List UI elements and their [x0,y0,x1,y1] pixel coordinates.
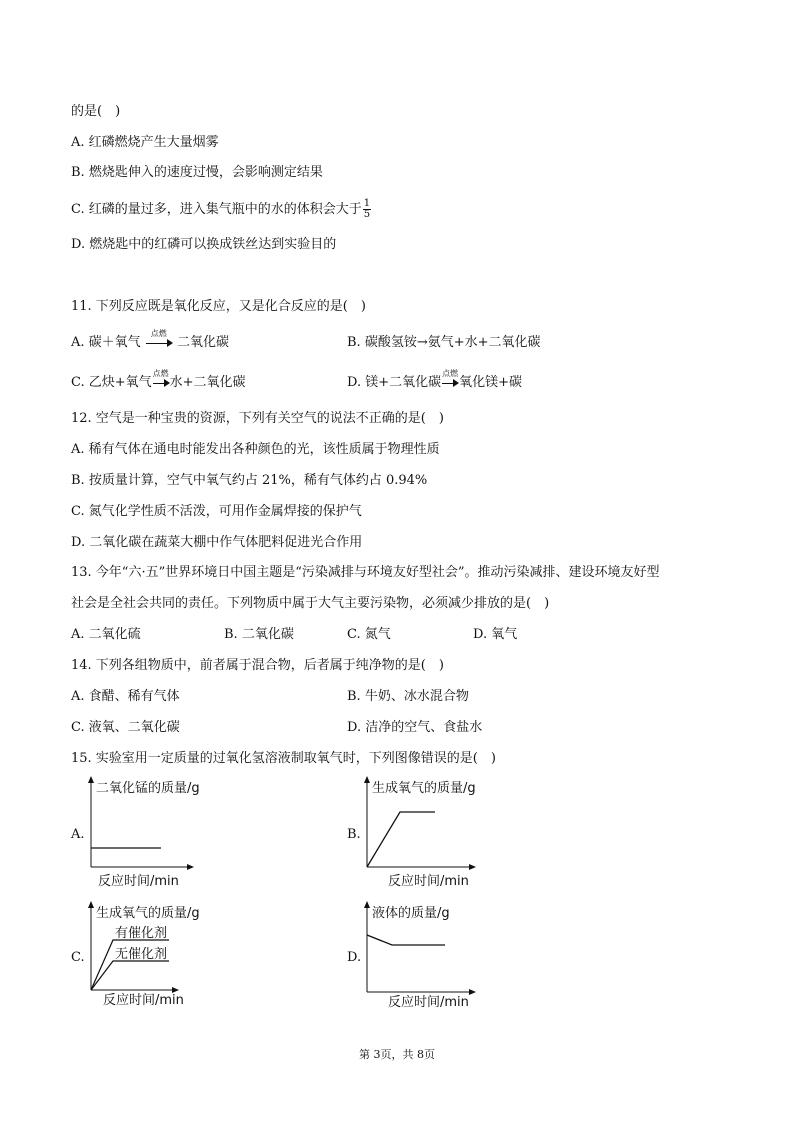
fraction-denominator: 5 [363,209,371,220]
q10-option-a: A. 红磷燃烧产生大量烟雾 [71,135,219,150]
graph-b-label: B. [347,827,361,842]
reaction-arrow [145,328,173,350]
graph-a-xlabel: 反应时间/min [98,874,179,889]
q11-option-c [71,368,246,392]
q12-option-c: C. 氮气化学性质不活泼，可用作金属焊接的保护气 [71,504,362,519]
reaction-condition: 点燃 [442,368,459,378]
graph-c-ylabel: 生成氧气的质量/g [96,906,200,921]
q11-d-products: 氧化镁+碳 [459,375,523,390]
y-axis-arrow-icon [88,901,94,908]
q11-c-products: 水+二氧化碳 [169,375,246,390]
q14-option-c: C. 液氧、二氧化碳 [71,720,180,735]
graph-d-curve [367,935,445,945]
graph-d-xlabel: 反应时间/min [388,995,469,1010]
q11-a-reactants: A. 碳＋氧气 [71,335,141,350]
x-axis-arrow-icon [187,864,194,870]
graph-d-ylabel: 液体的质量/g [372,906,450,921]
graph-a-label: A. [71,827,85,842]
graph-a-ylabel: 二氧化锰的质量/g [96,781,200,796]
q14-option-a: A. 食醋、稀有气体 [71,689,180,704]
q11-option-b: B. 碳酸氢铵→氨气+水+二氧化碳 [347,335,541,350]
q12-option-b: B. 按质量计算，空气中氧气约占 21%，稀有气体约占 0.94% [71,473,428,488]
graph-b-curve [367,812,435,867]
q14-stem: 14. 下列各组物质中，前者属于混合物，后者属于纯净物的是( ) [71,658,444,673]
graph-b-xlabel: 反应时间/min [388,874,469,889]
graph-c-curve-no-catalyst [91,961,169,990]
graph-b-ylabel: 生成氧气的质量/g [372,781,476,796]
fraction-numerator: 1 [363,198,371,209]
q13-option-d: D. 氧气 [473,627,518,642]
q13-option-a: A. 二氧化硫 [71,627,141,642]
q12-stem: 12. 空气是一种宝贵的资源，下列有关空气的说法不正确的是( ) [71,411,444,426]
reaction-arrow [441,368,459,390]
q14-option-b: B. 牛奶、冰水混合物 [347,689,469,704]
q11-option-a [71,328,229,352]
q11-d-reactants: D. 镁+二氧化碳 [347,375,442,390]
q14-option-d: D. 洁净的空气、食盐水 [347,720,483,735]
graph-c-label: C. [71,950,85,965]
y-axis-arrow-icon [88,776,94,783]
x-axis-arrow-icon [469,864,476,870]
q10-option-b: B. 燃烧匙伸入的速度过慢，会影响测定结果 [71,165,323,180]
graph-c-xlabel: 反应时间/min [103,993,184,1008]
q12-option-a: A. 稀有气体在通电时能发出各种颜色的光，该性质属于物理性质 [71,442,440,457]
graph-c [85,900,200,1010]
q10-option-d: D. 燃烧匙中的红磷可以换成铁丝达到实验目的 [71,237,337,252]
reaction-arrow [152,368,170,390]
graph-d-label: D. [347,950,362,965]
graph-c-line1-label: 有催化剂 [115,926,168,941]
graph-a [86,775,200,890]
q10-option-c [71,199,371,220]
x-axis-arrow-icon [469,989,476,995]
q11-c-reactants: C. 乙炔+氧气 [71,375,152,390]
fraction [363,199,371,220]
q11-a-products: 二氧化碳 [176,335,229,350]
q13-stem-line1: 13. 今年“六·五”世界环境日中国主题是“污染减排与环境友好型社会”。推动污染减排、建设环境友好型 [71,565,660,580]
graph-b [362,775,482,890]
reaction-condition: 点燃 [152,368,169,378]
q13-stem-line2: 社会是全社会共同的责任。下列物质中属于大气主要污染物，必须减少排放的是( ) [71,596,550,611]
reaction-condition: 点燃 [150,328,167,338]
q10-stem-tail: 的是( ) [71,104,121,119]
page-footer: 第 3页，共 8页 [359,1048,435,1061]
graph-d [362,900,482,1010]
q15-stem: 15. 实验室用一定质量的过氧化氢溶液制取氧气时，下列图像错误的是( ) [71,751,496,766]
y-axis-arrow-icon [364,776,370,783]
q13-option-b: B. 二氧化碳 [224,627,294,642]
q12-option-d: D. 二氧化碳在蔬菜大棚中作气体肥料促进光合作用 [71,535,363,550]
q13-option-c: C. 氮气 [347,627,391,642]
q11-option-d [347,368,523,392]
graph-c-line2-label: 无催化剂 [115,947,168,962]
y-axis-arrow-icon [364,901,370,908]
q11-stem: 11. 下列反应既是氧化反应，又是化合反应的是( ) [71,299,366,314]
q10-option-c-text: C. 红磷的量过多，进入集气瓶中的水的体积会大于 [71,202,362,217]
